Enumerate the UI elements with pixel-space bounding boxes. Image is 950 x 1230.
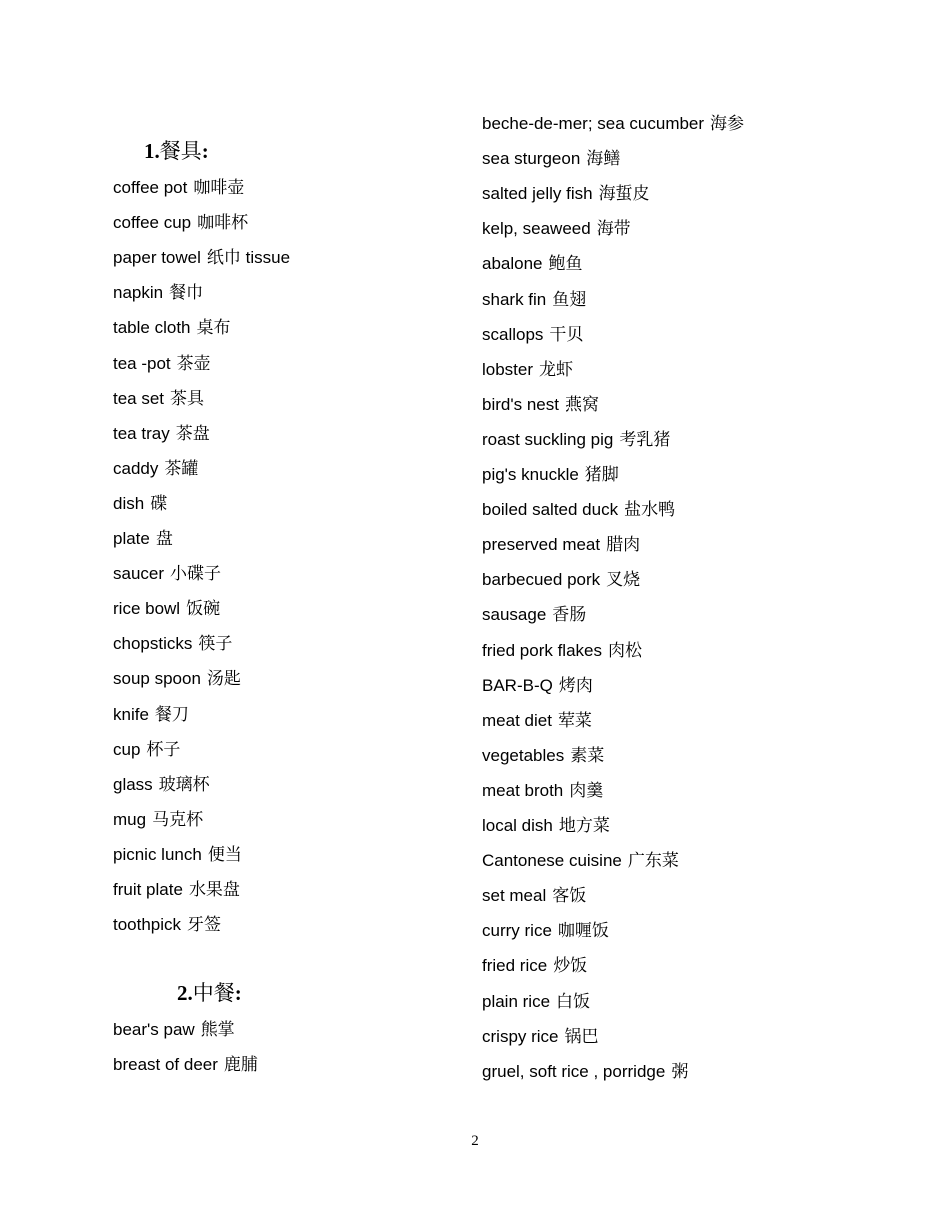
vocab-item (482, 499, 675, 521)
chinese-term: 燕窝 (564, 394, 599, 414)
english-term: tea set (113, 388, 165, 408)
english-term: soup spoon (113, 669, 201, 689)
vocab-item (113, 879, 240, 901)
vocab-item (482, 359, 573, 381)
vocab-item (482, 464, 619, 486)
chinese-term: 纸巾 tissue (206, 248, 291, 268)
vocab-item (113, 1054, 258, 1076)
english-term: local dish (482, 816, 553, 835)
english-term: fried pork flakes (482, 640, 602, 660)
vocab-item (113, 247, 290, 269)
vocab-item (482, 253, 583, 275)
vocab-item (482, 569, 640, 591)
vocab-item (113, 1019, 235, 1041)
vocab-item (482, 429, 670, 451)
english-term: coffee cup (113, 213, 192, 233)
chinese-term: 鹿脯 (223, 1055, 258, 1075)
chinese-term: 海蜇皮 (598, 184, 650, 204)
english-term: caddy (113, 458, 159, 478)
chinese-term: 盐水鸭 (624, 500, 676, 520)
chinese-term: 海参 (710, 114, 745, 133)
chinese-term: 桌布 (196, 318, 231, 338)
english-term: pig's knuckle (482, 465, 579, 484)
vocab-item (113, 739, 180, 761)
english-term: curry rice (482, 921, 552, 941)
english-term: abalone (482, 254, 543, 274)
chinese-term: 锅巴 (564, 1026, 599, 1046)
vocab-item (113, 458, 198, 480)
english-term: chopsticks (113, 634, 193, 654)
chinese-term: 烤肉 (558, 675, 593, 695)
chinese-term: 广东菜 (627, 851, 679, 871)
vocab-item (482, 920, 609, 942)
english-term: boiled salted duck (482, 500, 619, 520)
english-term: rice bowl (113, 599, 181, 619)
chinese-term: 茶罐 (164, 458, 199, 478)
english-term: preserved meat (482, 535, 601, 555)
vocab-item (482, 780, 603, 802)
chinese-term: 白饭 (556, 991, 591, 1011)
english-term: salted jelly fish (482, 184, 593, 204)
section-1-heading: 1.餐具: (144, 139, 209, 163)
vocab-item (113, 598, 220, 620)
chinese-term: 叉烧 (606, 570, 641, 590)
english-term: breast of deer (113, 1055, 218, 1075)
vocab-item (482, 1061, 688, 1083)
chinese-term: 杯子 (146, 739, 181, 759)
vocab-item (482, 183, 650, 205)
chinese-term: 熊掌 (200, 1020, 235, 1039)
chinese-term: 碟 (150, 493, 168, 513)
english-term: mug (113, 809, 147, 829)
chinese-term: 茶壶 (176, 353, 211, 373)
chinese-term: 素菜 (570, 745, 605, 765)
english-term: sea sturgeon (482, 149, 581, 169)
vocab-item (113, 528, 173, 550)
chinese-term: 粥 (671, 1061, 689, 1081)
english-term: paper towel (113, 248, 201, 268)
section-2-heading: 2.中餐: (177, 981, 242, 1005)
vocab-item (482, 675, 593, 697)
vocab-item (113, 914, 221, 936)
english-term: plate (113, 529, 150, 548)
vocab-item (113, 353, 211, 375)
vocab-item (113, 317, 231, 339)
vocab-item (113, 633, 232, 655)
vocab-item (113, 809, 203, 831)
english-term: Cantonese cuisine (482, 851, 622, 871)
vocab-item (482, 955, 587, 977)
chinese-term: 咖啡壶 (193, 178, 245, 197)
english-term: lobster (482, 359, 534, 379)
english-term: sausage (482, 605, 547, 625)
english-term: plain rice (482, 991, 551, 1011)
english-term: vegetables (482, 745, 565, 765)
vocab-item (113, 563, 221, 585)
vocab-item (482, 534, 640, 556)
vocab-item (482, 850, 679, 872)
chinese-term: 咖喱饭 (557, 921, 609, 941)
page-number: 2 (471, 1133, 479, 1149)
english-term: glass (113, 774, 153, 794)
vocab-item (482, 1026, 599, 1048)
chinese-term: 饭碗 (186, 599, 221, 619)
english-term: fried rice (482, 956, 548, 976)
chinese-term: 干贝 (549, 324, 584, 344)
vocab-item (482, 745, 604, 767)
chinese-term: 海鳝 (586, 149, 621, 169)
chinese-term: 客饭 (552, 886, 587, 906)
chinese-term: 小碟子 (170, 564, 222, 584)
vocab-item (113, 212, 248, 234)
chinese-term: 龙虾 (539, 359, 574, 379)
chinese-term: 汤匙 (206, 669, 241, 689)
vocab-item (113, 844, 242, 866)
english-term: shark fin (482, 289, 547, 309)
english-term: crispy rice (482, 1026, 559, 1046)
chinese-term: 地方菜 (558, 816, 610, 835)
chinese-term: 肉松 (608, 640, 642, 660)
english-term: picnic lunch (113, 844, 202, 864)
chinese-term: 盘 (155, 529, 173, 548)
chinese-term: 茶盘 (175, 423, 210, 443)
english-term: dish (113, 493, 145, 513)
vocab-item (113, 774, 210, 796)
vocab-item (113, 423, 210, 445)
chinese-term: 水果盘 (188, 880, 240, 899)
chinese-term: 腊肉 (606, 535, 641, 555)
chinese-term: 炒饭 (553, 956, 588, 976)
section-number: 1. (144, 139, 160, 163)
chinese-term: 猪脚 (584, 465, 619, 484)
section-title: 餐具 (159, 139, 202, 163)
vocab-item (482, 885, 586, 907)
vocab-item (482, 324, 583, 346)
english-term: fruit plate (113, 880, 183, 899)
vocab-item (113, 704, 189, 726)
english-term: napkin (113, 283, 164, 303)
english-term: cup (113, 739, 141, 759)
chinese-term: 马克杯 (152, 809, 204, 829)
english-term: bear's paw (113, 1020, 195, 1039)
vocab-item (113, 388, 204, 410)
section-number: 2. (177, 981, 193, 1005)
chinese-term: 便当 (207, 844, 242, 864)
section-title: 中餐 (192, 981, 235, 1005)
english-term: table cloth (113, 318, 191, 338)
chinese-term: 餐刀 (154, 704, 189, 724)
chinese-term: 鲍鱼 (548, 254, 583, 274)
vocab-item (482, 289, 586, 311)
chinese-term: 荤菜 (557, 710, 592, 730)
chinese-term: 筷子 (198, 634, 233, 654)
vocab-item (113, 282, 203, 304)
chinese-term: 肉羹 (569, 780, 604, 800)
english-term: bird's nest (482, 394, 559, 414)
english-term: set meal (482, 886, 547, 906)
vocab-item (482, 640, 642, 662)
vocab-item (482, 604, 586, 626)
chinese-term: 茶具 (170, 388, 205, 408)
english-term: toothpick (113, 915, 182, 935)
english-term: scallops (482, 324, 544, 344)
english-term: barbecued pork (482, 570, 601, 590)
chinese-term: 咖啡杯 (197, 213, 249, 233)
english-term: roast suckling pig (482, 429, 614, 449)
chinese-term: 考乳猪 (619, 429, 671, 449)
vocab-item (482, 113, 744, 135)
chinese-term: 玻璃杯 (158, 774, 210, 794)
chinese-term: 餐巾 (169, 283, 204, 303)
vocab-item (482, 394, 599, 416)
english-term: kelp, seaweed (482, 219, 591, 239)
vocab-item (482, 815, 610, 837)
chinese-term: 牙签 (187, 915, 222, 935)
english-term: saucer (113, 564, 165, 584)
vocab-item (113, 493, 167, 515)
english-term: tea -pot (113, 353, 171, 373)
english-term: knife (113, 704, 149, 724)
vocab-item (482, 218, 631, 240)
chinese-term: 鱼翅 (552, 289, 587, 309)
english-term: meat broth (482, 780, 564, 800)
english-term: gruel, soft rice , porridge (482, 1061, 666, 1081)
english-term: tea tray (113, 423, 170, 443)
english-term: coffee pot (113, 178, 188, 197)
vocab-item (482, 710, 592, 732)
vocab-item (113, 668, 241, 690)
english-term: BAR-B-Q (482, 675, 553, 695)
chinese-term: 海带 (596, 219, 631, 239)
vocab-item (482, 991, 590, 1013)
english-term: meat diet (482, 710, 552, 730)
english-term: beche-de-mer; sea cucumber (482, 114, 705, 133)
vocab-item (113, 177, 244, 199)
vocab-item (482, 148, 620, 170)
chinese-term: 香肠 (552, 605, 587, 625)
